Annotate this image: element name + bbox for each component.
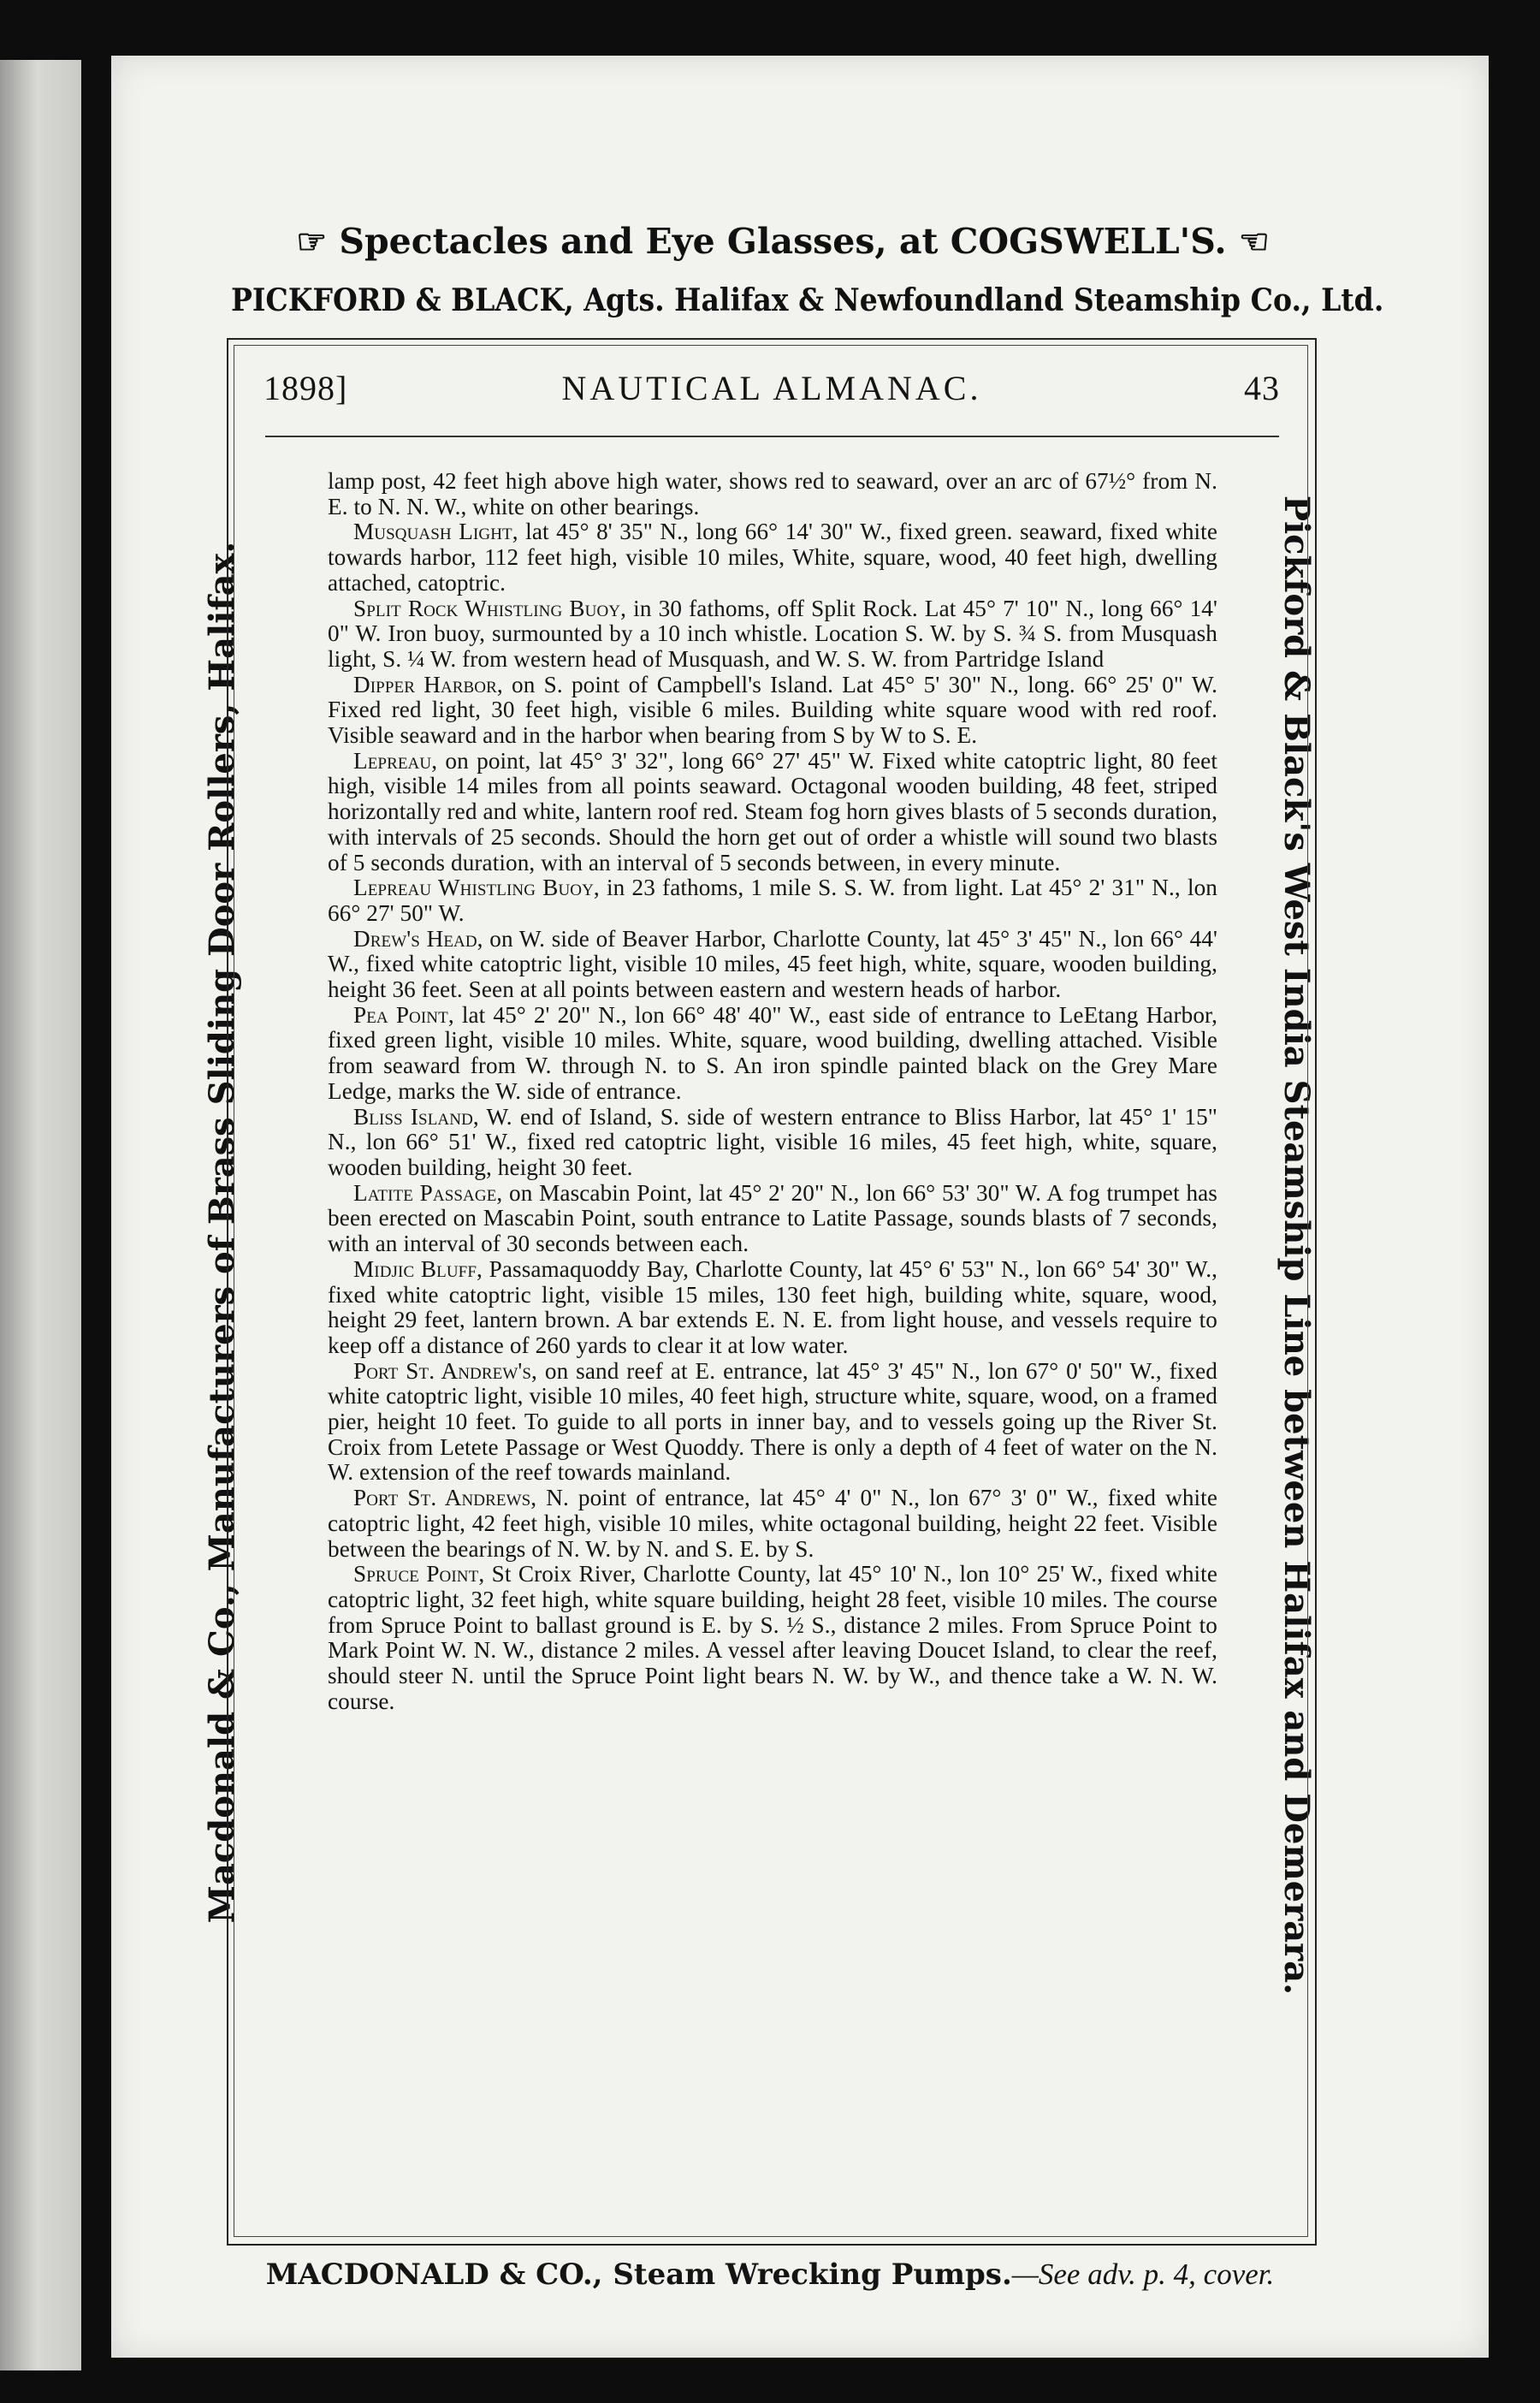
entry-paragraph <box>328 673 1217 749</box>
top-advertisement-text: Spectacles and Eye Glasses, at COGSWELL'S. <box>339 221 1227 262</box>
entry-name: Musquash Light, <box>353 519 518 545</box>
almanac-entries <box>328 469 1217 1714</box>
right-margin-advertisement: Pickford & Black's West India Steamship Line between Halifax and Demerara. <box>1276 495 1317 1996</box>
entry-paragraph <box>328 875 1217 926</box>
pointing-hand-left-icon: ☞ <box>296 222 328 262</box>
entry-text: in 30 fathoms, off Split Rock. Lat 45° 7' 10" N., long 66° 14' 0" W. Iron buoy, surmounted by a 10 inch whistle. Location S. W. by S. ¾ S. from Musquash light, S. ¼ W. from western head of Musquash, and W. S. W. from Partridge Island <box>328 595 1217 672</box>
entry-text: N. point of entrance, lat 45° 4' 0" N., lon 67° 3' 0" W., fixed white catoptric light, 42 feet high, visible 10 miles, white octagonal building, height 22 feet. Visible between the bearings of N. W. by N. and S. E. by S. <box>328 1485 1217 1562</box>
page-number: 43 <box>1244 369 1280 407</box>
header-title: NAUTICAL ALMANAC. <box>561 369 982 407</box>
left-margin-advertisement: Macdonald & Co., Manufacturers of Brass Sliding Door Rollers, Halifax. <box>202 541 242 1924</box>
entry-text: lamp post, 42 feet high above high water, shows red to seaward, over an arc of 67½° from N. E. to N. N. W., white on other bearings. <box>328 468 1217 519</box>
entry-text: on sand reef at E. entrance, lat 45° 3' 45" N., lon 67° 0' 50" W., fixed white catoptric light, visible 10 miles, 40 feet high, structure white, square, wood, on a framed pier, height 10 feet. To guide to all ports in inner bay, and to vessels going up the River St. Croix from Letete Passage or West Quoddy. There is only a depth of 4 feet of water on the N. W. extension of the reef towards mainland. <box>328 1357 1217 1486</box>
entry-name: Port St. Andrews, <box>353 1485 537 1511</box>
entry-paragraph <box>328 1359 1217 1486</box>
entry-name: Split Rock Whistling Buoy, <box>353 595 627 621</box>
entry-name: Midjic Bluff, <box>353 1255 483 1282</box>
entry-text: on S. point of Campbell's Island. Lat 45° 5' 30" N., long. 66° 25' 0" W. Fixed red light, 30 feet high, visible 6 miles. Building white square wood with red roof. Visible seaward and in the harbor when bearing from S by W to S. E. <box>328 671 1217 749</box>
entry-name: Lepreau, <box>353 747 438 774</box>
entry-name: Lepreau Whistling Buoy, <box>353 875 600 901</box>
agents-advertisement: PICKFORD & BLACK, Agts. Halifax & Newfoundland Steamship Co., Ltd. <box>231 282 1384 318</box>
entry-text: Passamaquoddy Bay, Charlotte County, lat 45° 6' 53" N., lon 66° 54' 30" W., fixed white catoptric light, visible 15 miles, 130 feet high, building white, square, wood, height 29 feet, lantern brown. A bar extends E. N. E. from light house, and vessels require to keep off a distance of 260 yards to clear it at low water. <box>328 1255 1217 1358</box>
entry-name: Pea Point, <box>353 1001 454 1028</box>
header-year: 1898] <box>264 369 348 407</box>
entry-text: on point, lat 45° 3' 32", long 66° 27' 45" W. Fixed white catoptric light, 80 feet high, visible 14 miles from all points seaward. Octagonal wooden building, 48 feet, striped horizontally red and white, lantern roof red. Steam fog horn gives blasts of 5 seconds duration, with intervals of 25 seconds. Should the horn get out of order a whistle will sound two blasts of 5 seconds duration, with an interval of 5 seconds between, in every minute. <box>328 747 1217 875</box>
entry-name: Dipper Harbor, <box>353 671 503 697</box>
entry-paragraph <box>328 927 1217 1003</box>
entry-paragraph <box>328 1105 1217 1181</box>
entry-paragraph <box>328 1181 1217 1257</box>
top-advertisement <box>227 221 1339 262</box>
entry-name: Bliss Island, <box>353 1103 479 1130</box>
entry-paragraph <box>328 1257 1217 1359</box>
entry-text: on Mascabin Point, lat 45° 2' 20" N., lon 66° 53' 30" W. A fog trumpet has been erected on Mascabin Point, south entrance to Latite Passage, sounds blasts of 7 seconds, with an interval of 30 seconds between each. <box>328 1179 1217 1257</box>
entry-text: on W. side of Beaver Harbor, Charlotte County, lat 45° 3' 45" N., lon 66° 44' W., fixed white catoptric light, visible 10 miles, 45 feet high, white, square, wooden building, height 36 feet. Seen at all points between eastern and western heads of harbor. <box>328 925 1217 1003</box>
entry-paragraph <box>328 1003 1217 1105</box>
entry-name: Port St. Andrew's, <box>353 1357 537 1384</box>
bottom-advertisement <box>257 2256 1283 2292</box>
entry-paragraph <box>328 469 1217 519</box>
entry-name: Drew's Head, <box>353 925 483 952</box>
entry-paragraph <box>328 749 1217 876</box>
entry-paragraph <box>328 1486 1217 1562</box>
entry-paragraph <box>328 519 1217 596</box>
entry-name: Spruce Point, <box>353 1561 485 1587</box>
entry-text: W. end of Island, S. side of western entrance to Bliss Harbor, lat 45° 1' 15" N., lon 66° 51' W., fixed red catoptric light, visible 16 miles, 45 feet high, white, square, wooden building, height 30 feet. <box>328 1103 1217 1180</box>
bottom-advertisement-reference: —See adv. p. 4, cover. <box>1011 2258 1275 2291</box>
entry-paragraph <box>328 596 1217 673</box>
entry-paragraph <box>328 1562 1217 1714</box>
entry-text: lat 45° 2' 20" N., lon 66° 48' 40" W., east side of entrance to LeEtang Harbor, fixed green light, visible 10 miles. White, square, wood building, dwelling attached. Visible from seaward from W. through N. to S. An iron spindle painted black on the Grey Mare Ledge, marks the W. side of entrance. <box>328 1001 1217 1104</box>
entry-name: Latite Passage, <box>353 1179 503 1206</box>
header-rule <box>265 436 1279 437</box>
entry-text: lat 45° 8' 35" N., long 66° 14' 30" W., fixed green. seaward, fixed white towards harbor, 112 feet high, visible 10 miles, White, square, wood, 40 feet high, dwelling attached, catoptric. <box>328 519 1217 596</box>
pointing-hand-right-icon: ☜ <box>1238 222 1270 262</box>
adjacent-page-edge <box>0 60 81 2370</box>
bottom-advertisement-main: MACDONALD & CO., Steam Wrecking Pumps. <box>265 2258 1012 2292</box>
entry-text: in 23 fathoms, 1 mile S. S. W. from light. Lat 45° 2' 31" N., lon 66° 27' 50" W. <box>328 875 1217 926</box>
running-head <box>264 368 1280 411</box>
entry-text: St Croix River, Charlotte County, lat 45° 10' N., lon 10° 25' W., fixed white catoptric light, 32 feet high, white square building, height 28 feet, visible 10 miles. The course from Spruce Point to ballast ground is E. by S. ½ S., distance 2 miles. From Spruce Point to Mark Point W. N. W., distance 2 miles. A vessel after leaving Doucet Island, to clear the reef, should steer N. until the Spruce Point light bears N. W. by W., and thence take a W. N. W. course. <box>328 1561 1218 1714</box>
